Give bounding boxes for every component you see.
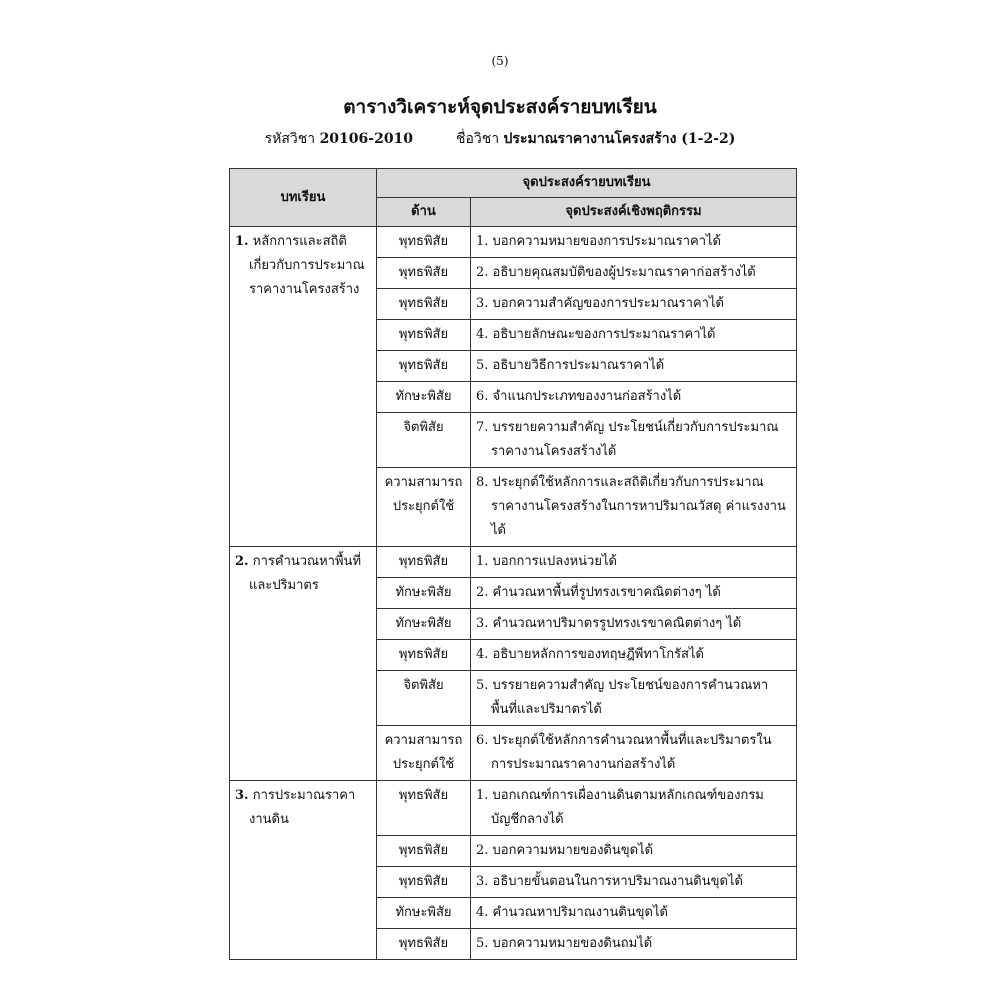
lesson-title [235, 550, 371, 598]
objective-text: 4. คำนวณหาปริมาณงานดินขุดได้ [476, 905, 668, 920]
objective-text: 5. อธิบายวิธีการประมาณราคาได้ [476, 358, 665, 373]
header-behavioral: จุดประสงค์เชิงพฤติกรรม [471, 198, 797, 227]
objective-text: 5. บรรยายความสำคัญ ประโยชน์ของการคำนวณหาพื้นที่และปริมาตรได้ [476, 678, 769, 717]
domain-cell: พุทธพิสัย [377, 351, 471, 382]
lesson-cell [230, 227, 377, 547]
course-code-label: รหัสวิชา [264, 131, 316, 147]
objective-text: 1. บอกความหมายของการประมาณราคาได้ [476, 234, 721, 249]
lesson-number: 3. [235, 788, 249, 803]
objective-text: 3. คำนวณหาปริมาตรรูปทรงเรขาคณิตต่างๆ ได้ [476, 616, 742, 631]
objective-text: 4. อธิบายหลักการของทฤษฎีพีทาโกรัสได้ [476, 647, 704, 662]
domain-cell: จิตพิสัย [377, 413, 471, 468]
objective-text: 1. บอกการแปลงหน่วยได้ [476, 554, 617, 569]
lesson-name: หลักการและสถิติเกี่ยวกับการประมาณราคางานโครงสร้าง [249, 234, 365, 297]
objective-cell [471, 898, 797, 929]
objective-cell [471, 468, 797, 547]
objective-text: 3. อธิบายขั้นตอนในการหาปริมาณงานดินขุดได้ [476, 874, 743, 889]
objective-cell [471, 258, 797, 289]
domain-cell: ทักษะพิสัย [377, 609, 471, 640]
objective-cell [471, 227, 797, 258]
objective-text: 7. บรรยายความสำคัญ ประโยชน์เกี่ยวกับการประมาณราคางานโครงสร้างได้ [476, 420, 779, 459]
objective-text: 6. จำแนกประเภทของงานก่อสร้างได้ [476, 389, 682, 404]
domain-cell: พุทธพิสัย [377, 320, 471, 351]
objective-text: 4. อธิบายลักษณะของการประมาณราคาได้ [476, 327, 716, 342]
objective-cell [471, 578, 797, 609]
domain-cell: ความสามารถประยุกต์ใช้ [377, 726, 471, 781]
objective-cell [471, 351, 797, 382]
page-number: (5) [491, 54, 509, 68]
header-domain: ด้าน [377, 198, 471, 227]
domain-cell: พุทธพิสัย [377, 227, 471, 258]
objective-cell [471, 320, 797, 351]
course-name: ประมาณราคางานโครงสร้าง (1-2-2) [503, 131, 736, 147]
objective-text: 5. บอกความหมายของดินถมได้ [476, 936, 653, 951]
domain-cell: พุทธพิสัย [377, 289, 471, 320]
header-lesson: บทเรียน [230, 169, 377, 227]
objective-text: 1. บอกเกณฑ์การเผื่องานดินตามหลักเกณฑ์ของกรมบัญชีกลางได้ [476, 788, 764, 827]
domain-cell: จิตพิสัย [377, 671, 471, 726]
lesson-number: 1. [235, 234, 249, 249]
objectives-table [229, 168, 797, 960]
domain-cell: พุทธพิสัย [377, 547, 471, 578]
domain-cell: พุทธพิสัย [377, 867, 471, 898]
domain-cell: พุทธพิสัย [377, 929, 471, 960]
objective-cell [471, 382, 797, 413]
objective-cell [471, 413, 797, 468]
lesson-name: การประมาณราคางานดิน [249, 788, 356, 827]
objective-text: 3. บอกความสำคัญของการประมาณราคาได้ [476, 296, 724, 311]
domain-cell: ทักษะพิสัย [377, 382, 471, 413]
objective-cell [471, 836, 797, 867]
lesson-name: การคำนวณหาพื้นที่และปริมาตร [249, 554, 362, 593]
table-row [230, 781, 797, 836]
objective-text: 8. ประยุกต์ใช้หลักการและสถิติเกี่ยวกับการประมาณราคางานโครงสร้างในการหาปริมาณวัสดุ ค่าแรงงานได้ [476, 475, 786, 538]
header-objectives-group: จุดประสงค์รายบทเรียน [377, 169, 797, 198]
table-body [230, 227, 797, 960]
domain-cell: พุทธพิสัย [377, 836, 471, 867]
lesson-cell [230, 781, 377, 960]
objective-text: 2. บอกความหมายของดินขุดได้ [476, 843, 654, 858]
domain-cell: พุทธพิสัย [377, 640, 471, 671]
lesson-cell [230, 547, 377, 781]
course-info [0, 128, 1000, 150]
objective-cell [471, 609, 797, 640]
lesson-number: 2. [235, 554, 249, 569]
objective-text: 6. ประยุกต์ใช้หลักการคำนวณหาพื้นที่และปริมาตรในการประมาณราคางานก่อสร้างได้ [476, 733, 772, 772]
lesson-title [235, 784, 371, 832]
objective-cell [471, 929, 797, 960]
course-code: 20106-2010 [319, 131, 414, 147]
table-row [230, 227, 797, 258]
objective-text: 2. อธิบายคุณสมบัติของผู้ประมาณราคาก่อสร้างได้ [476, 265, 756, 280]
course-name-label: ชื่อวิชา [455, 131, 500, 147]
objective-cell [471, 867, 797, 898]
domain-cell: พุทธพิสัย [377, 258, 471, 289]
objective-cell [471, 289, 797, 320]
objective-cell [471, 781, 797, 836]
objective-cell [471, 640, 797, 671]
domain-cell: พุทธพิสัย [377, 781, 471, 836]
domain-cell: ทักษะพิสัย [377, 578, 471, 609]
objective-cell [471, 671, 797, 726]
domain-cell: ความสามารถประยุกต์ใช้ [377, 468, 471, 547]
document-title: ตารางวิเคราะห์จุดประสงค์รายบทเรียน [343, 96, 657, 118]
lesson-title [235, 230, 371, 302]
objective-text: 2. คำนวณหาพื้นที่รูปทรงเรขาคณิตต่างๆ ได้ [476, 585, 721, 600]
table-row [230, 547, 797, 578]
objective-cell [471, 547, 797, 578]
objective-cell [471, 726, 797, 781]
domain-cell: ทักษะพิสัย [377, 898, 471, 929]
